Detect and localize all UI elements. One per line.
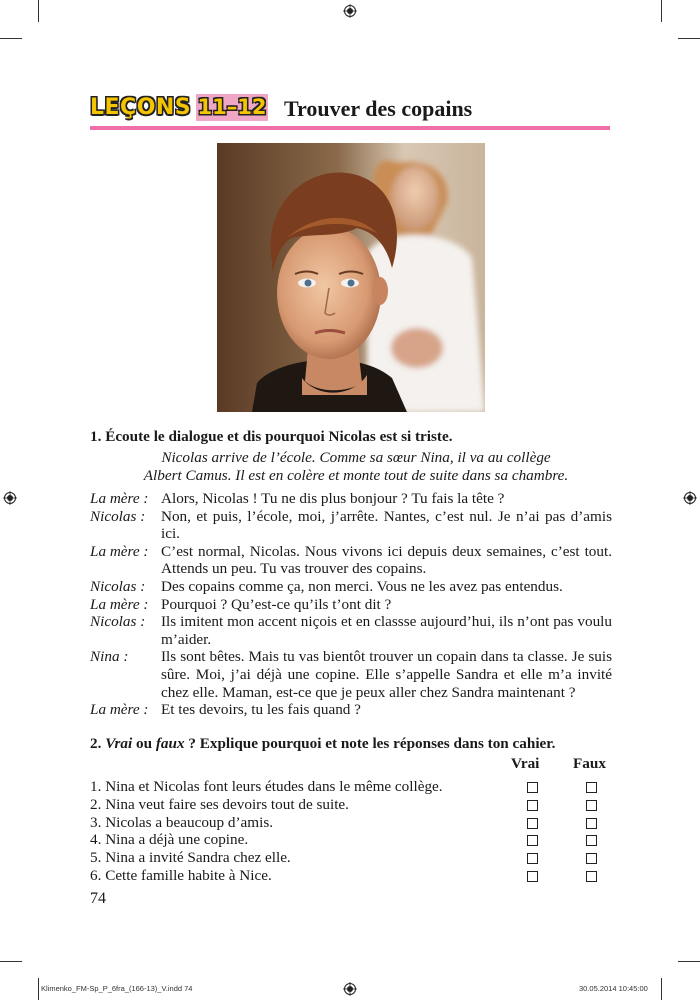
exercise-2-number: 2. — [90, 735, 102, 752]
column-header-faux: Faux — [573, 755, 606, 772]
faux-checkbox[interactable] — [586, 871, 597, 882]
vrai-checkbox[interactable] — [527, 835, 538, 846]
utterance: Ils sont bêtes. Mais tu vas bientôt trouver un copain dans ta classe. Je suis sûre. Moi, j’ai déjà une copine. Elle s’appelle Sandra et elle m’a invité chez elle. Maman, est-ce que je peux aller chez Sandra maintenant ? — [161, 648, 612, 701]
speaker: La mère : — [90, 490, 149, 507]
utterance: Alors, Nicolas ! Tu ne dis plus bonjour ? Tu fais la tête ? — [161, 490, 505, 507]
dialogue-line — [90, 701, 612, 719]
trim-mark — [38, 0, 39, 22]
dialogue-line — [90, 543, 612, 578]
ou-word: ou — [136, 735, 153, 752]
print-slug-file: Klimenko_FM-Sp_P_6fra_(166-13)_V.indd 74 — [41, 984, 193, 993]
vrai-checkbox[interactable] — [527, 853, 538, 864]
lecons-label: LEÇONS — [90, 95, 192, 120]
column-header-vrai: Vrai — [511, 755, 540, 772]
vrai-word: Vrai — [105, 735, 133, 752]
utterance: Ils imitent mon accent niçois et en classse aujourd’hui, ils n’ont pas voulu m’aider. — [161, 613, 612, 648]
statement-item: 4. Nina a déjà une copine. — [90, 831, 249, 848]
statement-item: 5. Nina a invité Sandra chez elle. — [90, 849, 291, 866]
dialogue-line — [90, 578, 612, 596]
faux-checkbox[interactable] — [586, 853, 597, 864]
lesson-header — [90, 94, 610, 124]
dialogue-line — [90, 648, 612, 701]
registration-mark-icon — [3, 491, 17, 505]
exercise-2-instruction: ? Explique pourquoi et note les réponses dans ton cahier. — [188, 735, 556, 752]
page-title: Trouver des copains — [284, 96, 473, 121]
speaker: La mère : — [90, 542, 149, 560]
dialogue-line — [90, 613, 612, 648]
vrai-checkbox[interactable] — [527, 800, 538, 811]
trim-mark — [661, 978, 662, 1000]
trim-mark — [678, 961, 700, 962]
dialogue — [90, 490, 612, 719]
speaker: La mère : — [90, 595, 149, 613]
utterance: Des copains comme ça, non merci. Vous ne les avez pas entendus. — [161, 577, 563, 595]
statement-item: 3. Nicolas a beaucoup d’amis. — [90, 814, 274, 831]
exercise-2-heading — [90, 735, 612, 753]
statement-item: 6. Cette famille habite à Nice. — [90, 867, 272, 884]
faux-checkbox[interactable] — [586, 818, 597, 829]
lesson-number-badge — [196, 94, 268, 121]
utterance: C’est normal, Nicolas. Nous vivons ici depuis deux semaines, c’est tout. Attends un peu. Tu vas trouver des copains. — [161, 542, 612, 578]
photo-boy-and-mother — [217, 143, 485, 412]
vrai-checkbox[interactable] — [527, 782, 538, 793]
trim-mark — [678, 38, 700, 39]
exercise-1-heading: 1. Écoute le dialogue et dis pourquoi Nicolas est si triste. — [90, 428, 453, 445]
speaker: Nicolas : — [90, 577, 146, 595]
faux-checkbox[interactable] — [586, 800, 597, 811]
trim-mark — [38, 978, 39, 1000]
trim-mark — [0, 961, 22, 962]
registration-mark-icon — [343, 4, 357, 18]
faux-word: faux — [155, 735, 185, 752]
registration-mark-icon — [343, 982, 357, 996]
print-slug-date: 30.05.2014 10:45:00 — [579, 984, 648, 993]
intro-line: Nicolas arrive de l’école. Comme sa sœur Nina, il va au collège — [161, 449, 551, 466]
speaker: Nicolas : — [90, 507, 146, 525]
registration-mark-icon — [683, 491, 697, 505]
utterance: Pourquoi ? Qu’est-ce qu’ils t’ont dit ? — [161, 595, 392, 613]
vrai-checkbox[interactable] — [527, 818, 538, 829]
header-divider — [90, 126, 610, 130]
intro-line: Albert Camus. Il est en colère et monte tout de suite dans sa chambre. — [143, 467, 569, 484]
faux-checkbox[interactable] — [586, 835, 597, 846]
faux-checkbox[interactable] — [586, 782, 597, 793]
utterance: Non, et puis, l’école, moi, j’arrête. Nantes, c’est nul. Je n’ai pas d’amis ici. — [161, 507, 612, 543]
trim-mark — [661, 0, 662, 22]
page-number: 74 — [90, 890, 106, 907]
dialogue-line — [90, 490, 612, 508]
trim-mark — [0, 38, 22, 39]
statement-item: 1. Nina et Nicolas font leurs études dans le même collège. — [90, 778, 443, 795]
speaker: Nina : — [90, 648, 129, 666]
speaker: La mère : — [90, 701, 149, 719]
lesson-numbers: 11–12 — [197, 95, 267, 119]
statement-item: 2. Nina veut faire ses devoirs tout de suite. — [90, 796, 349, 813]
utterance: Et tes devoirs, tu les fais quand ? — [161, 701, 361, 719]
vrai-checkbox[interactable] — [527, 871, 538, 882]
speaker: Nicolas : — [90, 613, 146, 631]
dialogue-line — [90, 596, 612, 614]
dialogue-line — [90, 508, 612, 543]
